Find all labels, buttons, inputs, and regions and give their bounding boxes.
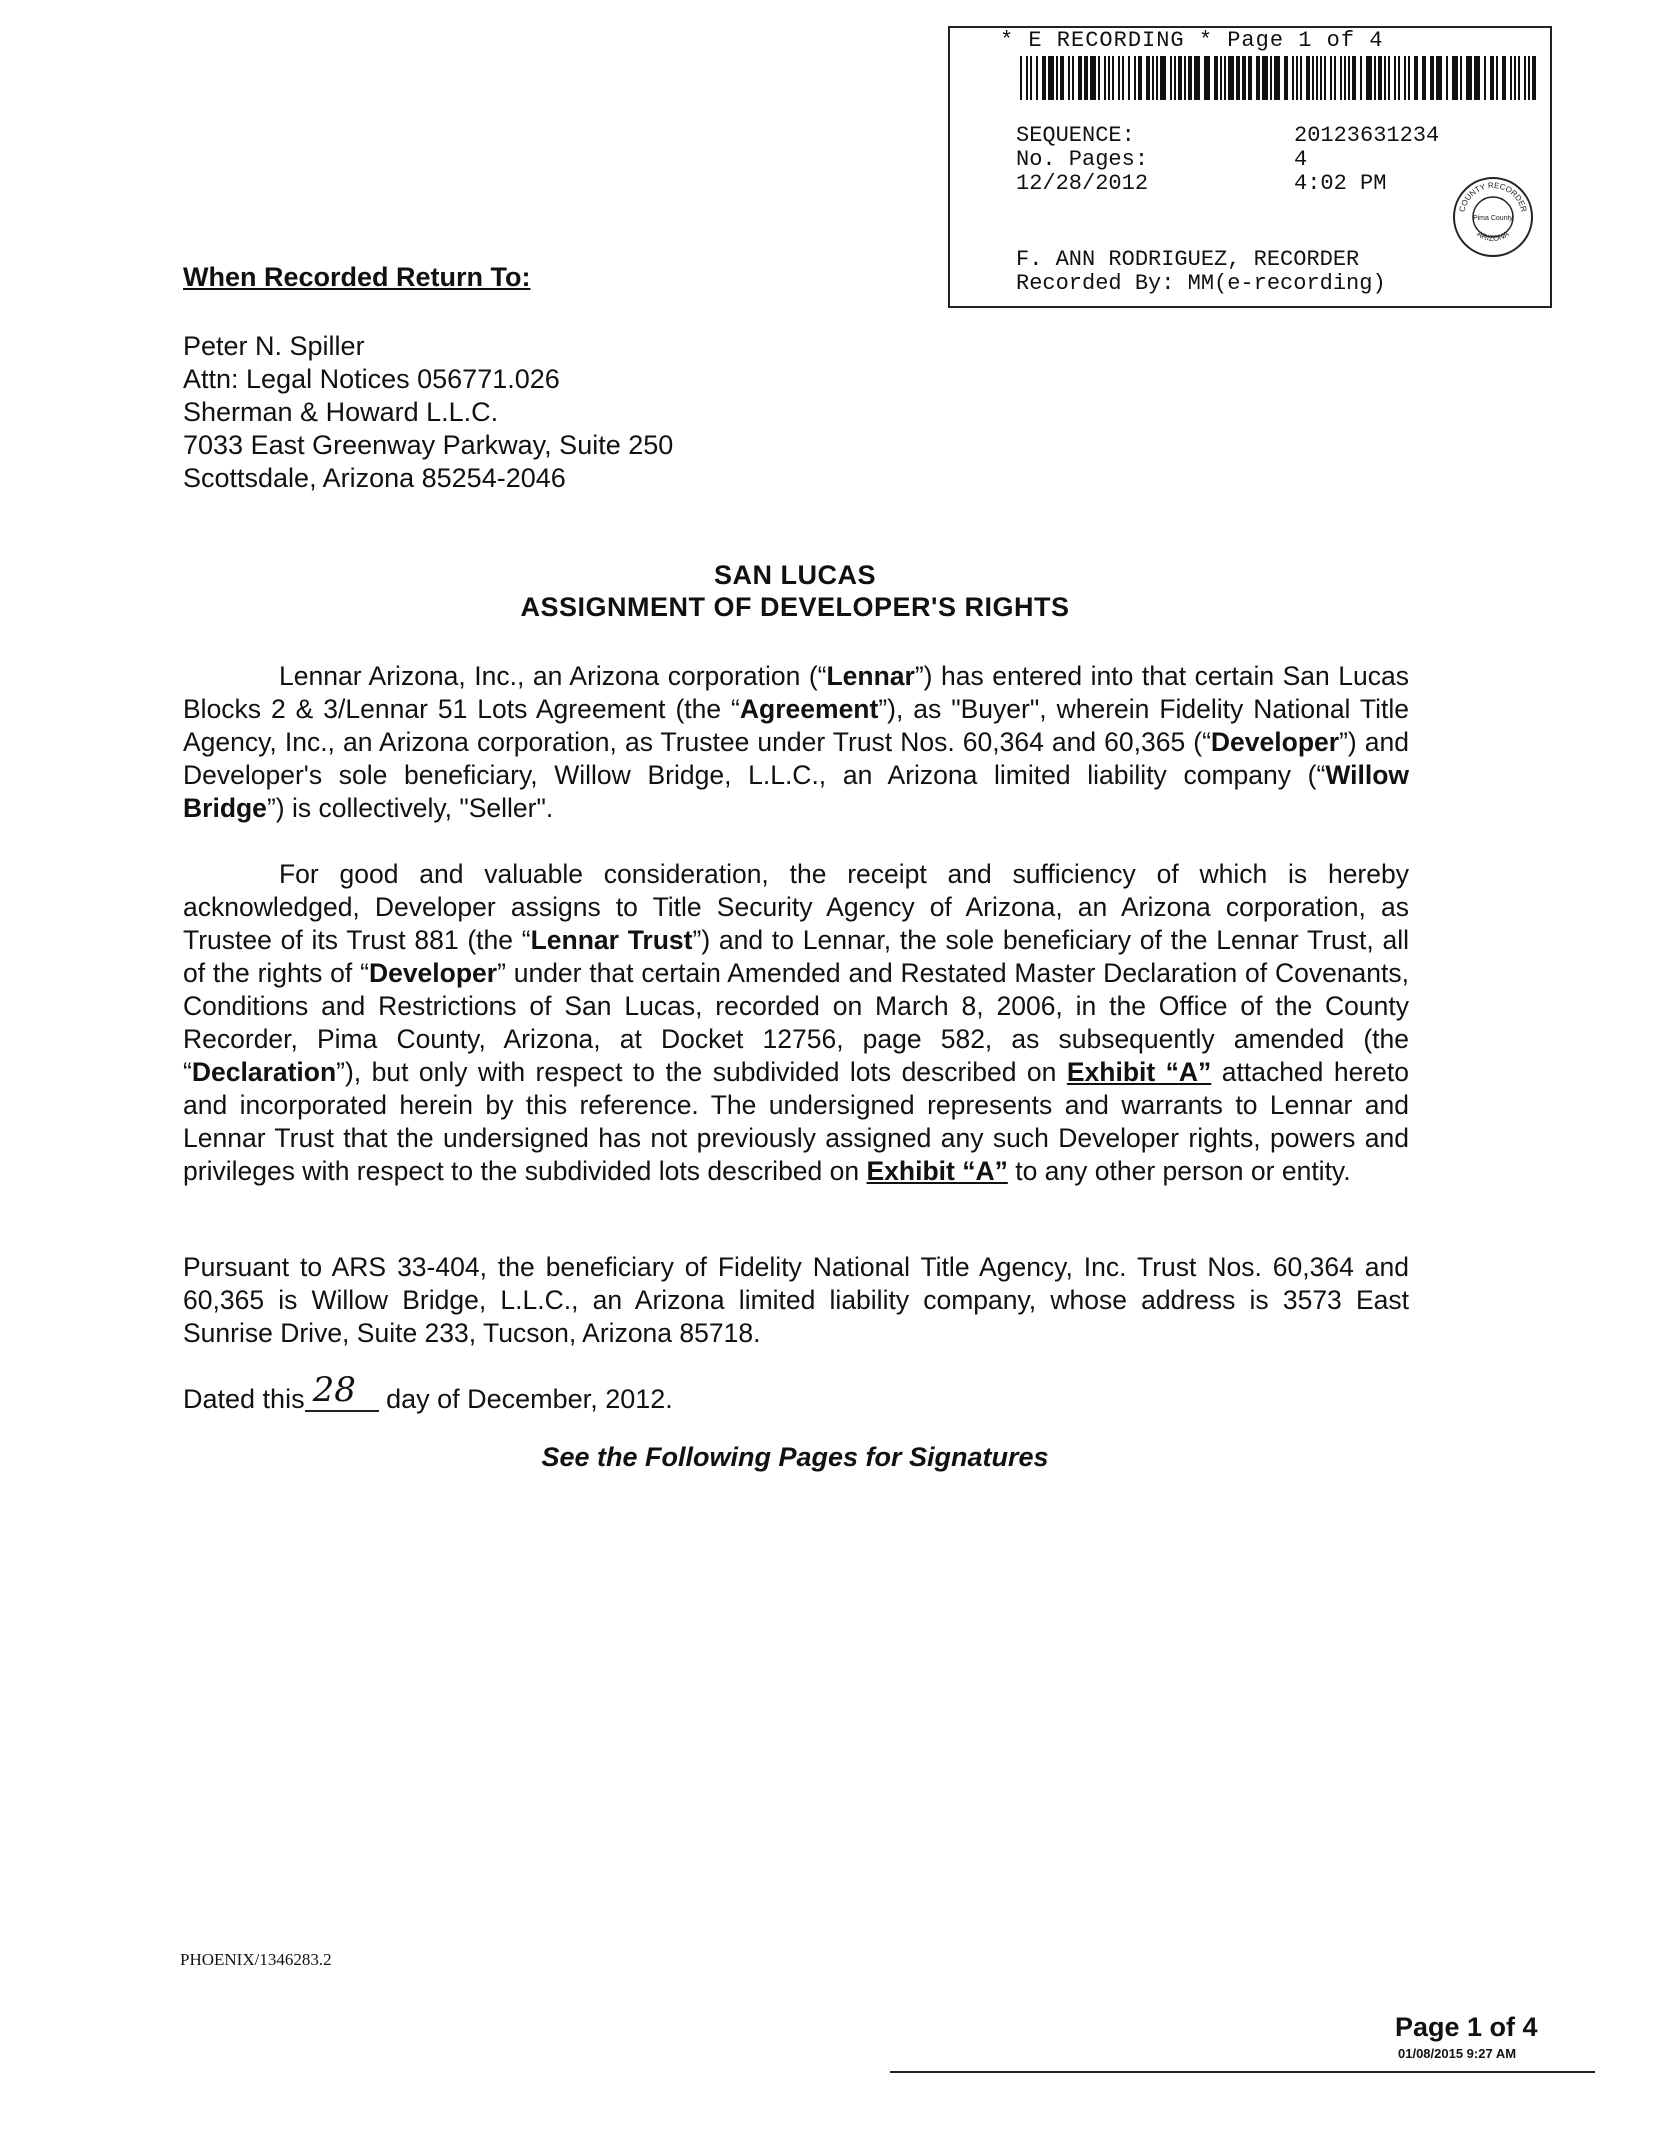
print-timestamp: 01/08/2015 9:27 AM <box>1398 2046 1517 2061</box>
document-title-line1: SAN LUCAS <box>713 560 876 590</box>
barcode <box>1020 56 1540 100</box>
sequence-label: SEQUENCE: <box>1016 123 1135 148</box>
sequence-value: 20123631234 <box>1294 123 1440 148</box>
stamp-header: * E RECORDING * Page 1 of 4 <box>1000 28 1384 53</box>
svg-text:COUNTY RECORDER: COUNTY RECORDER <box>1457 180 1529 213</box>
recorder-name: F. ANN RODRIGUEZ, RECORDER <box>1016 247 1360 272</box>
address-line: 7033 East Greenway Parkway, Suite 250 <box>183 430 674 460</box>
return-address <box>183 330 673 495</box>
recorded-by: Recorded By: MM(e-recording) <box>1016 271 1386 296</box>
pages-value: 4 <box>1294 147 1308 172</box>
address-line: Scottsdale, Arizona 85254-2046 <box>183 463 566 493</box>
see-following-pages: See the Following Pages for Signatures <box>541 1442 1049 1472</box>
paragraph-parties: Lennar Arizona, Inc., an Arizona corporation (“Lennar”) has entered into that certain San Lucas Blocks 2 & 3/Lennar 51 Lots Agreement (the “Agreement”), as "Buyer", wherein Fidelity National Title Agency, Inc., an Arizona corporation, as Trustee under Trust Nos. 60,364 and 60,365 (“Developer”) and Developer's sole beneficiary, Willow Bridge, L.L.C., an Arizona limited liability company (“Willow Bridge”) is collectively, "Seller". <box>183 661 1409 823</box>
footer-divider <box>890 2071 1595 2073</box>
exhibit-a-reference: Exhibit “A” <box>1066 1057 1212 1087</box>
paragraph-assignment: For good and valuable consideration, the receipt and sufficiency of which is hereby acknowledged, Developer assigns to Title Security Agency of Arizona, an Arizona corporation, as Trustee of its Trust 881 (the “Lennar Trust”) and to Lennar, the sole beneficiary of the Lennar Trust, all of the rights of “Developer” under that certain Amended and Restated Master Declaration of Covenants, Conditions and Restrictions of San Lucas, recorded on March 8, 2006, in the Office of the County Recorder, Pima County, Arizona, at Docket 12756, page 582, as subsequently amended (the “Declaration”), but only with respect to the subdivided lots described on Exhibit “A” attached hereto and incorporated herein by this reference. The undersigned represents and warrants to Lennar and Lennar Trust that the undersigned has not previously assigned any such Developer rights, powers and privileges with respect to the subdivided lots described on Exhibit “A” to any other person or entity. <box>183 859 1410 1186</box>
address-line: Attn: Legal Notices 056771.026 <box>183 364 560 394</box>
svg-text:ARIZONA: ARIZONA <box>1475 229 1511 244</box>
document-id: PHOENIX/1346283.2 <box>180 1950 332 1969</box>
datetime-row <box>1016 171 1387 196</box>
sequence-row <box>1016 123 1440 148</box>
dated-line: Dated this 28 day of December, 2012. <box>183 1370 673 1414</box>
exhibit-a-reference: Exhibit “A” <box>866 1156 1008 1186</box>
pages-label: No. Pages: <box>1016 147 1149 172</box>
record-time: 4:02 PM <box>1294 171 1387 196</box>
record-date: 12/28/2012 <box>1016 171 1149 196</box>
address-line: Sherman & Howard L.L.C. <box>183 397 499 427</box>
page-number: Page 1 of 4 <box>1395 2012 1538 2042</box>
pages-row <box>1016 147 1308 172</box>
county-seal-icon <box>1452 176 1534 258</box>
handwritten-day: 28 <box>305 1380 379 1412</box>
document-title-line2: ASSIGNMENT OF DEVELOPER'S RIGHTS <box>520 592 1070 622</box>
address-line: Peter N. Spiller <box>183 331 365 361</box>
return-to-label: When Recorded Return To: <box>183 262 531 292</box>
recording-stamp <box>948 26 1552 308</box>
svg-text:Pima County: Pima County <box>1472 215 1514 222</box>
paragraph-beneficiary: Pursuant to ARS 33-404, the beneficiary of Fidelity National Title Agency, Inc. Trust Nos. 60,364 and 60,365 is Willow Bridge, L.L.C., an Arizona limited liability company, whose address is 3573 East Sunrise Drive, Suite 233, Tucson, Arizona 85718. <box>183 1252 1409 1348</box>
